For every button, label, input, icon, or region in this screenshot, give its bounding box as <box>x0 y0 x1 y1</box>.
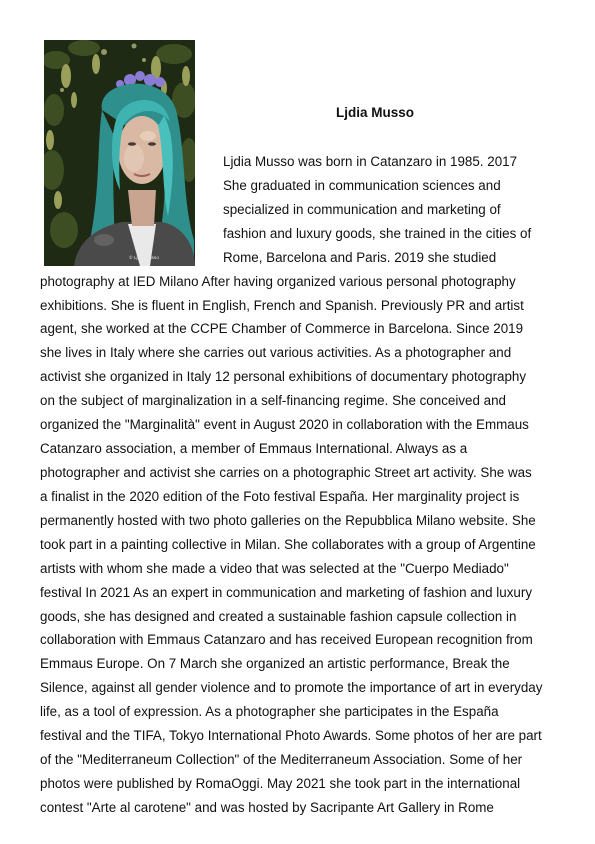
bio-line: a finalist in the 2020 edition of the Foto festival España. Her marginality project is <box>40 488 520 504</box>
bio-line: Rome, Barcelona and Paris. 2019 she studied <box>223 249 497 265</box>
bio-line: took part in a painting collective in Milan. She collaborates with a group of Argentine <box>40 536 536 552</box>
bio-line: on the subject of marginalization in a self-financing regime. She conceived and <box>40 393 506 409</box>
page-title: Ljdia Musso <box>336 105 415 120</box>
bio-line: activist she organized in Italy 12 personal exhibitions of documentary photography <box>40 369 527 385</box>
biography-text <box>40 150 562 820</box>
bio-line: festival and the TIFA, Tokyo International Photo Awards. Some photos of her are part <box>40 728 542 744</box>
bio-line: artists with whom she made a video that was selected at the "Cuerpo Mediado" <box>40 560 509 576</box>
photo-wrap-spacer <box>40 150 223 269</box>
bio-line: photography at IED Milano After having organized various personal photography <box>40 273 516 289</box>
bio-line: Silence, against all gender violence and to promote the importance of art in everyday <box>40 680 543 696</box>
bio-line: goods, she has designed and created a sustainable fashion capsule collection in <box>40 608 517 624</box>
bio-line: organized the "Marginalità" event in August 2020 in collaboration with the Emmaus <box>40 417 529 433</box>
bio-line: photos were published by RomaOggi. May 2021 she took part in the international <box>40 775 521 791</box>
bio-line: photographer and activist she carries on a photographic Street art activity. She was <box>40 464 532 480</box>
bio-line: specialized in communication and marketing of <box>223 201 501 217</box>
bio-line: Catanzaro association, a member of Emmaus International. Always as a <box>40 441 468 457</box>
photo-credit: © Ljdia Musso <box>129 255 159 260</box>
bio-line: exhibitions. She is fluent in English, French and Spanish. Previously PR and artist <box>40 297 524 313</box>
bio-line: Ljdia Musso was born in Catanzaro in 1985. 2017 <box>223 154 518 169</box>
bio-line: She graduated in communication sciences and <box>223 177 501 193</box>
bio-line: collaboration with Emmaus Catanzaro and has received European recognition from <box>40 632 533 648</box>
bio-line: life, as a tool of expression. As a photographer she participates in the España <box>40 704 499 720</box>
bio-line: permanently hosted with two photo galleries on the Repubblica Milano website. She <box>40 512 536 528</box>
bio-line: contest "Arte al carotene" and was hosted by Sacripante Art Gallery in Rome <box>40 799 494 815</box>
bio-line: fashion and luxury goods, she trained in the cities of <box>223 225 532 241</box>
bio-line: agent, she worked at the CCPE Chamber of Commerce in Barcelona. Since 2019 <box>40 321 524 337</box>
bio-line: Emmaus Europe. On 7 March she organized an artistic performance, Break the <box>40 656 510 672</box>
bio-line: festival In 2021 As an expert in communication and marketing of fashion and luxury <box>40 584 533 600</box>
bio-line: of the "Mediterraneum Collection" of the Mediterraneum Association. Some of her <box>40 752 523 768</box>
bio-line: she lives in Italy where she carries out various activities. As a photographer and <box>40 345 512 361</box>
